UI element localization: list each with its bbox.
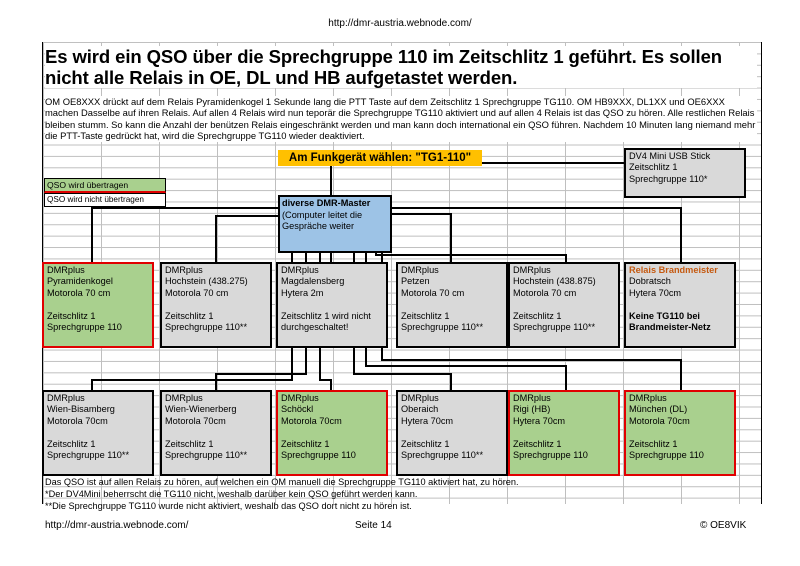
relay-timeslot: Zeitschlitz 1 wird nicht [281,310,371,321]
relay-note-network: Brandmeister-Netz [629,322,711,333]
relay-hardware: Motorola 70cm [281,415,342,426]
master-text: (Computer leitet die Gespräche weiter [282,209,363,231]
relay-site: Oberaich [401,404,439,415]
relay-network: DMRplus [401,393,439,403]
relay-timeslot: Zeitschlitz 1 [513,310,562,321]
relay-wien-bisamberg [42,390,154,476]
copyright: © OE8VIK [700,520,747,531]
footer-url: http://dmr-austria.webnode.com/ [45,520,189,531]
relay-talkgroup: durchgeschaltet! [281,322,349,333]
relay-oberaich [396,390,508,476]
relay-site: Hochstein (438.275) [165,276,248,287]
note-qso: Das QSO ist auf allen Relais zu hören, auf welchen ein OM manuell die Sprechgruppe TG110 aktiviert hat, zu hören. [45,477,519,487]
relay-timeslot: Zeitschlitz 1 [629,438,678,449]
relay-network: DMRplus [165,265,203,275]
relay-talkgroup: Sprechgruppe 110 [629,450,704,461]
relay-timeslot: Zeitschlitz 1 [401,438,450,449]
note-dv4: *Der DV4Mini beherrscht die TG110 nicht, weshalb darüber kein QSO geführt werden kann. [45,489,418,499]
header-url: http://dmr-austria.webnode.com/ [328,18,472,29]
relay-rigi [508,390,620,476]
relay-network: DMRplus [401,265,439,275]
relay-hochstein-438275 [160,262,272,348]
master-title: diverse DMR-Master [282,198,371,208]
relay-site: Schöckl [281,404,314,415]
relay-site: Petzen [401,276,430,287]
relay-muenchen [624,390,736,476]
dv4-line3: Sprechgruppe 110* [629,173,708,184]
relay-site: Pyramidenkogel [47,276,113,287]
relay-network: DMRplus [47,393,85,403]
relay-hardware: Hytera 70cm [513,415,566,426]
dv4-mini-box [624,148,746,198]
relay-hardware: Motorola 70 cm [401,287,465,298]
relay-network: DMRplus [281,265,319,275]
relay-talkgroup: Sprechgruppe 110 [47,322,122,333]
relay-timeslot: Zeitschlitz 1 [513,438,562,449]
relay-network: DMRplus [513,393,551,403]
relay-site: Wien-Wienerberg [165,404,237,415]
relay-timeslot: Zeitschlitz 1 [281,438,330,449]
select-talkgroup-label: Am Funkgerät wählen: "TG1-110" [278,150,482,166]
relay-site: Rigi (HB) [513,404,551,415]
dv4-line2: Zeitschlitz 1 [629,162,678,173]
relay-hardware: Hytera 70cm [629,287,682,298]
legend-transmitted: QSO wird übertragen [44,178,166,193]
relay-network: DMRplus [47,265,85,275]
intro-text: OM OE8XXX drückt auf dem Relais Pyramidenkogel 1 Sekunde lang die PTT Taste auf dem Zeitschlitz 1 Sprechgruppe TG110. OM HB9XXX, DL1XX und OE6XXX machen Dasselbe auf ihren Relais. Auf allen 4 Relais wird nun teporär die Sprechgruppe TG110 aktiviert und auf allen 4 Relais ist das QSO zu hören. Alle restlichen Relais bleiben stumm. So kann die Anzahl der benützen Relais eingeschränkt werden und man kann doch international ein QSO führen. Nachdem 10 Minuten lang niemand mehr die PTT-Taste gedrückt hat, wird die Sprechgruppe TG110 wieder deaktiviert. [45,96,756,142]
relay-hardware: Motorola 70cm [165,415,226,426]
relay-site: Dobratsch [629,276,671,287]
relay-network: Relais Brandmeister [629,265,718,275]
note-tg110: **Die Sprechgruppe TG110 wurde nicht aktiviert, weshalb das QSO dort nicht zu hören ist. [45,501,412,511]
dv4-line1: DV4 Mini USB Stick [629,151,711,161]
relay-talkgroup: Sprechgruppe 110** [401,322,484,333]
relay-hardware: Motorola 70 cm [513,287,577,298]
relay-timeslot: Zeitschlitz 1 [47,438,96,449]
relay-network: DMRplus [281,393,319,403]
relay-talkgroup: Sprechgruppe 110** [513,322,596,333]
relay-note: Keine TG110 bei [629,310,700,321]
relay-timeslot: Zeitschlitz 1 [165,438,214,449]
page-title: Es wird ein QSO über die Sprechgruppe 110 im Zeitschlitz 1 geführt. Es sollen nicht alle Relais in OE, DL und HB aufgetastet werden. [45,46,757,88]
relay-hochstein-438875 [508,262,620,348]
relay-talkgroup: Sprechgruppe 110** [47,450,130,461]
relay-site: Wien-Bisamberg [47,404,115,415]
relay-site: München (DL) [629,404,688,415]
relay-dobratsch [624,262,736,348]
relay-talkgroup: Sprechgruppe 110 [281,450,356,461]
relay-petzen [396,262,508,348]
relay-talkgroup: Sprechgruppe 110** [165,322,248,333]
relay-hardware: Hytera 2m [281,287,324,298]
relay-timeslot: Zeitschlitz 1 [47,310,96,321]
relay-hardware: Motorola 70 cm [165,287,229,298]
relay-timeslot: Zeitschlitz 1 [165,310,214,321]
relay-network: DMRplus [165,393,203,403]
relay-site: Hochstein (438.875) [513,276,596,287]
page-number: Seite 14 [355,520,392,531]
relay-network: DMRplus [513,265,551,275]
relay-site: Magdalensberg [281,276,345,287]
dmr-master-box [278,195,392,253]
relay-schoeckl [276,390,388,476]
relay-hardware: Motorola 70cm [629,415,690,426]
relay-hardware: Motorola 70 cm [47,287,111,298]
relay-talkgroup: Sprechgruppe 110** [165,450,248,461]
relay-timeslot: Zeitschlitz 1 [401,310,450,321]
relay-magdalensberg [276,262,388,348]
legend-not-transmitted: QSO wird nicht übertragen [44,193,166,207]
relay-talkgroup: Sprechgruppe 110** [401,450,484,461]
relay-wien-wienerberg [160,390,272,476]
relay-hardware: Hytera 70cm [401,415,454,426]
relay-network: DMRplus [629,393,667,403]
relay-hardware: Motorola 70cm [47,415,108,426]
relay-talkgroup: Sprechgruppe 110 [513,450,588,461]
relay-pyramidenkogel [42,262,154,348]
